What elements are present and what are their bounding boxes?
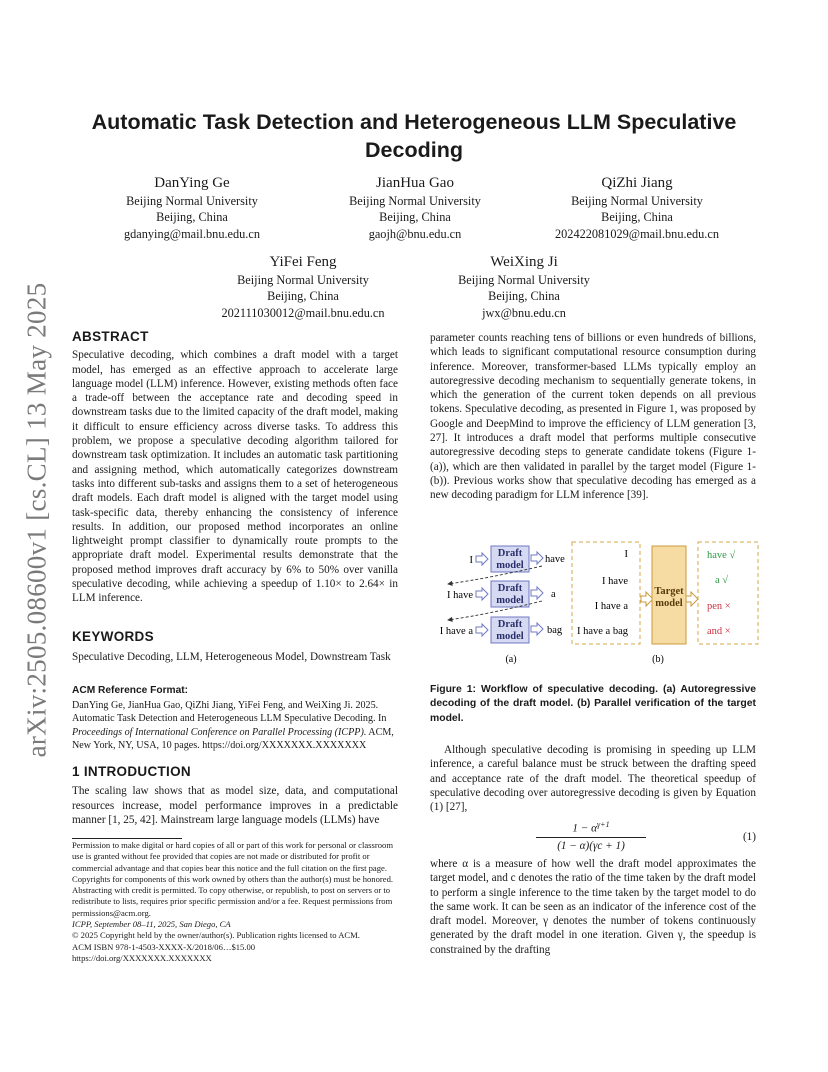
author-affiliation: Beijing Normal University [349,194,481,208]
verify-output-token: pen × [707,601,731,612]
author-name: DanYing Ge [154,175,230,191]
verify-input-token: I have a bag [576,626,628,637]
body-paragraph: where α is a measure of how well the draft model approximates the target model, and c denotes the ratio of the time taken by the draft model to perform a single inference to the time taken by the target model to do the same work. It can be seen as an indicator of the inference cost of the draft model. Moreover, γ denotes the number of tokens continuously generated by the draft model in one iteration. Given γ, the speedup is constrained by the drafting [430,858,756,956]
acm-reference [72,684,398,753]
conference-info: ICPP, September 08–11, 2025, San Diego, CA [72,919,231,930]
intro-paragraph: The scaling law shows that as model size, data, and computational resources increase, model performance improves in a predictable manner [1, 25, 42]. Mainstream large language models (LLMs) have [72,785,398,826]
draft-input-token: I [469,555,473,566]
author-location: Beijing, China [156,210,228,225]
acm-reference-heading: ACM Reference Format: [72,685,189,696]
draft-input-token: I have a [439,626,473,637]
draft-output-token: a [551,589,556,600]
author-location: Beijing, China [267,289,339,304]
draft-model-box [491,546,529,572]
author-location: Beijing, China [601,210,673,225]
abstract-section [72,330,398,606]
draft-output-token: have [545,554,565,565]
copyright-line: © 2025 Copyright held by the owner/author(s). Publication rights licensed to ACM. [72,930,360,941]
verify-output-token: and × [707,626,731,637]
paper-title: Automatic Task Detection and Heterogeneous LLM Speculative Decoding [91,110,737,162]
svg-text:model: model [496,560,524,571]
svg-text:Draft: Draft [497,548,523,559]
equation-number: (1) [742,831,756,843]
author-affiliation: Beijing Normal University [571,194,703,208]
svg-text:model: model [655,598,683,609]
keywords-heading: KEYWORDS [72,629,154,644]
acm-reference-venue: Proceedings of International Conference on Parallel Processing (ICPP). [72,726,367,738]
draft-input-token: I have [447,590,473,601]
abstract-text: Speculative decoding, which combines a draft model with a target model, has emerged as an effective approach to accelerate large language model (LLM) inference. However, existing methods often face a trade-off between the acceptance rate and decoding speed in downstream tasks due to the limited capacity of the draft model, making it difficult to ensure efficiency across diverse tasks. To address this problem, we propose a speculative decoding algorithm tailored for downstream task optimization. It includes an automatic task partitioning and assigning method, which automatically categorizes downstream tasks into different sub-tasks and assigns them to a set of heterogeneous draft models. Each draft model is aligned with the target model using task-specific data, thereby enhancing the consistency of inference results. In addition, our proposed method incorporates an online lightweight prompt classifier to dynamically route prompts to the appropriate draft model. Experimental results demonstrate that the proposed method improves draft accuracy by 6% to 50% over vanilla speculative decoding, while achieving a speedup of 1.10× to 2.64× in LLM inference. [72,349,398,605]
author-block [82,174,302,242]
intro-continued-paragraph: parameter counts reaching tens of billions or even hundreds of billions, which leads to significant computational resource consumption during inference. Moreover, transformer-based LLMs typically employ an autoregressive decoding mechanism to sequentially generate tokens, in which the generation of the current token depends on all previous tokens. Speculative decoding, as presented in Figure 1, was proposed by Google and DeepMind to improve the efficiency of LLM generation [3, 27]. It introduces a draft model that performs multiple consecutive autoregressive decoding steps to generate candidate tokens (Figure 1-(a)), which are then validated in parallel by the target model (Figure 1-(b)). Previous works show that speculative decoding has emerged as a new decoding paradigm for LLM inference [39]. [430,332,756,502]
doi-link[interactable]: https://doi.org/XXXXXXX.XXXXXXX [72,952,212,963]
draft-output-token: bag [547,625,563,636]
isbn-line: ACM ISBN 978-1-4503-XXXX-X/2018/06…$15.00 [72,941,256,952]
svg-text:Target: Target [654,586,684,597]
footnote-block [72,840,398,964]
introduction-section [72,765,398,827]
keywords-section [72,630,398,665]
equation-1: $\frac{1 - \alpha^{\gamma+1}}{(1 - \alpha)(\gamma c + 1)}$ (1) [430,820,756,856]
svg-text:model: model [496,631,524,642]
author-affiliation: Beijing Normal University [458,273,590,287]
author-block [305,174,525,242]
footnote-divider [72,838,182,839]
author-block [193,253,413,321]
subfigure-label-b: (b) [652,654,664,665]
verify-output-token: have √ [707,550,736,561]
figure-caption: Figure 1: Workflow of speculative decoding. (a) Autoregressive decoding of the draft model. (b) Parallel verification of the target model. [430,684,756,724]
figure-speculative-decoding [430,538,760,672]
svg-text:Draft: Draft [497,619,523,630]
author-location: Beijing, China [488,289,560,304]
author-email: gaojh@bnu.edu.cn [368,226,462,241]
draft-model-box [491,617,529,643]
subfigure-label-a: (a) [505,654,517,665]
author-email: 202111030012@mail.bnu.edu.cn [221,305,385,320]
author-block [414,253,634,321]
svg-text:Draft: Draft [497,583,523,594]
author-affiliation: Beijing Normal University [237,273,369,287]
author-name: WeiXing Ji [490,254,558,270]
verify-output-token: a √ [715,575,729,586]
author-email: 202422081029@mail.bnu.edu.cn [555,226,719,241]
author-location: Beijing, China [379,210,451,225]
acm-reference-text: DanYing Ge, JianHua Gao, QiZhi Jiang, YiFei Feng, and WeiXing Ji. 2025. Automatic Task Detection and Heterogeneous LLM Speculative Decoding. In Proceedings of International Conference on Parallel Processing (ICPP). ACM, New York, NY, USA, 10 pages. https://doi.org/XXXXXXX.XXXXXXX [72,699,394,752]
author-affiliation: Beijing Normal University [126,194,258,208]
verify-input-token: I have [602,576,628,587]
author-name: YiFei Feng [269,254,337,270]
verify-input-token: I have a [594,601,628,612]
author-name: QiZhi Jiang [601,175,673,191]
svg-text:model: model [496,595,524,606]
author-email: gdanying@mail.bnu.edu.cn [124,226,260,241]
author-email: jwx@bnu.edu.cn [482,305,566,320]
author-name: JianHua Gao [376,175,454,191]
introduction-heading: 1 INTRODUCTION [72,764,191,779]
target-model-box [652,546,686,644]
arxiv-stamp: arXiv:2505.08600v1 [cs.CL] 13 May 2025 [21,282,52,758]
draft-model-box [491,581,529,607]
author-block [527,174,747,242]
body-paragraph: Although speculative decoding is promising in speeding up LLM inference, a careful balance must be struck between the drafting speed and acceptance rate of the draft model. The theoretical speedup of speculative decoding over autoregressive decoding is given by Equation (1) [27], [430,744,756,814]
keywords-text: Speculative Decoding, LLM, Heterogeneous Model, Downstream Task [72,651,391,664]
abstract-heading: ABSTRACT [72,329,149,344]
verify-input-token: I [624,549,628,560]
permission-notice: Permission to make digital or hard copies of all or part of this work for personal or classroom use is granted without fee provided that copies are not made or distributed for profit or commercial advantage and that copies bear this notice and the full citation on the first page. Copyrights for components of this work owned by others than the author(s) must be honored. Abstracting with credit is permitted. To copy otherwise, or republish, to post on servers or to redistribute to lists, requires prior specific permission and/or a fee. Request permissions from permissions@acm.org. [72,840,394,918]
